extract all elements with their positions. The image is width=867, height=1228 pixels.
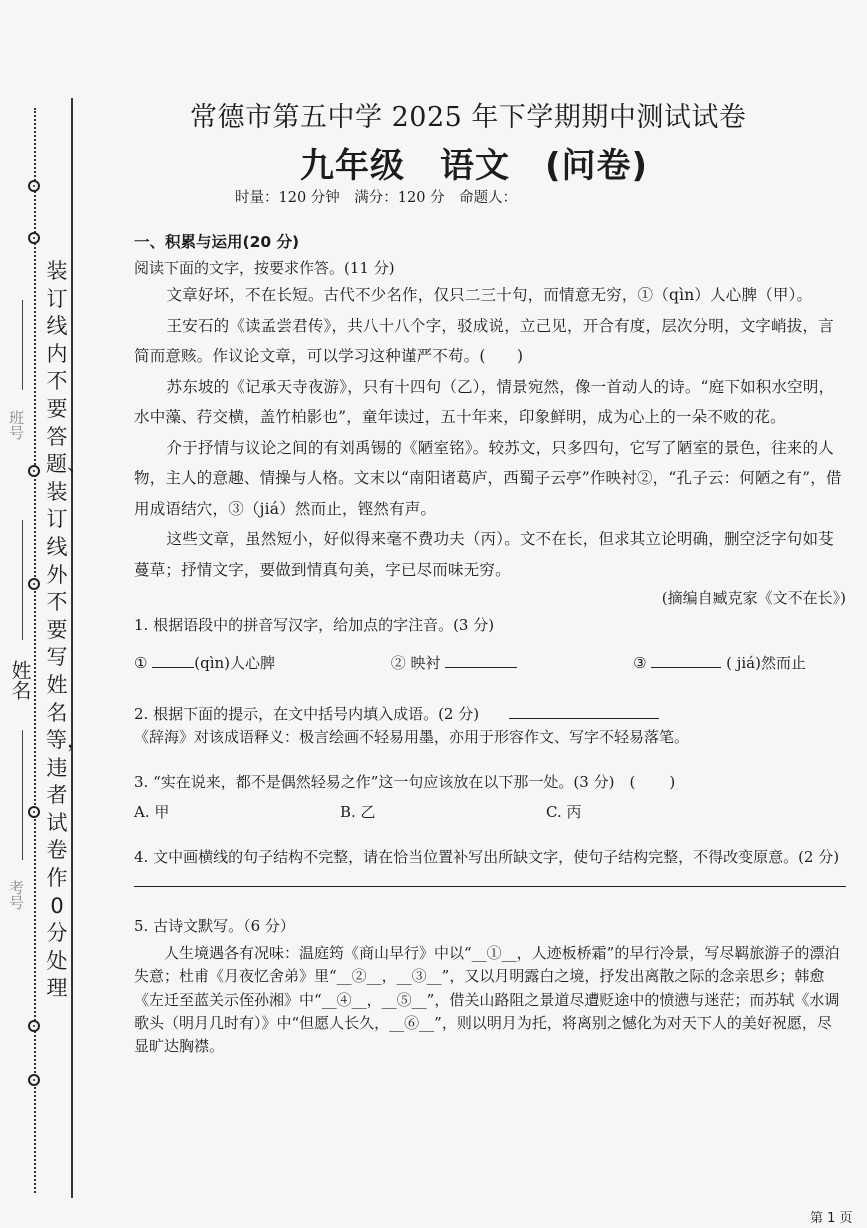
class-label: 班号	[7, 410, 25, 440]
hole-icon	[28, 465, 40, 477]
passage-paragraph: 苏东坡的《记承天寺夜游》，只有十四句（乙），情景宛然，像一首动人的诗。“庭下如积水空明，水中藻、荇交横，盖竹柏影也”，童年读过，五十年来，印象鲜明，成为心上的一朵不败的花。	[134, 377, 835, 426]
hole-icon	[28, 180, 40, 192]
binding-margin	[0, 0, 88, 1228]
q2-answer-blank[interactable]	[509, 704, 659, 719]
q1-item-3: ③ ( jiá)然而止	[633, 654, 806, 672]
q3-option-b: B. 乙	[340, 803, 376, 821]
name-blank[interactable]	[22, 520, 23, 640]
other-label: 考号	[7, 880, 25, 910]
hole-icon	[28, 1020, 40, 1032]
q1-item-1: ① (qìn)人心脾	[134, 654, 275, 672]
class-blank[interactable]	[22, 300, 23, 390]
exam-subtitle: 九年级 语文 (问卷)	[300, 146, 649, 186]
hole-icon	[28, 232, 40, 244]
other-blank[interactable]	[22, 730, 23, 860]
q1-blank-1[interactable]	[152, 653, 194, 668]
question-1: 1. 根据语段中的拼音写汉字，给加点的字注音。(3 分)	[134, 616, 495, 634]
question-5-text: 人生境遇各有况味：温庭筠《商山早行》中以“__①__，人迹板桥霜”的早行冷景，写尽羁旅游子的漂泊失意；杜甫《月夜忆舍弟》里“__②__，__③__”，又以月明露白之境，抒发出离散之际的念亲思乡；韩愈《左迁至蓝关示侄孙湘》中“__④__，__⑤__”，借关山路阻之景道尽遭贬途中的愤懑与迷茫；而苏轼《水调歌头（明月几时有）》中“但愿人长久，__⑥__”，则以明月为托，将离别之憾化为对天下人的美好祝愿，尽显旷达胸襟。	[134, 944, 840, 1056]
q1-blank-3[interactable]	[651, 653, 721, 668]
passage-intro: 阅读下面的文字，按要求作答。(11 分)	[134, 259, 395, 277]
page-number: 第 1 页	[810, 1211, 853, 1226]
binding-line	[71, 98, 73, 1198]
question-4: 4. 文中画横线的句子结构不完整，请在恰当位置补写出所缺文字，使句子结构完整，不得改变原意。(2 分)	[134, 848, 840, 866]
question-5: 5. 古诗文默写。（6 分）	[134, 917, 295, 935]
passage-paragraph: 介于抒情与议论之间的有刘禹锡的《陋室铭》。较苏文，只多四句，它写了陋室的景色，往来的人物，主人的意趣、情操与人格。文末以“南阳诸葛庐，西蜀子云亭”作映衬②，“孔子云：何陋之有”，借用成语结穴，③（jiá）然而止，铿然有声。	[134, 438, 842, 518]
passage-source: (摘编自臧克家《文不在长》)	[661, 589, 846, 607]
hole-icon	[28, 578, 40, 590]
q4-answer-line[interactable]	[134, 880, 846, 887]
passage-paragraph: 王安石的《读孟尝君传》，共八十八个字，驳成说，立己见，开合有度，层次分明，文字峭拔，言简而意赅。作议论文章，可以学习这种谨严不苟。( )	[134, 316, 834, 365]
hole-icon	[28, 806, 40, 818]
q3-option-c: C. 丙	[546, 803, 582, 821]
question-2: 2. 根据下面的提示，在文中括号内填入成语。(2 分)	[134, 703, 846, 726]
q1-blank-2[interactable]	[445, 653, 517, 668]
q1-item-2: ② 映衬	[391, 651, 518, 675]
section-heading: 一、积累与运用(20 分)	[134, 233, 300, 251]
q3-option-a: A. 甲	[134, 803, 170, 821]
exam-content	[134, 230, 846, 1058]
question-1-options	[134, 651, 846, 675]
exam-meta: 时量：120 分钟 满分：120 分 命题人：	[235, 190, 518, 206]
question-2-hint: 《辞海》对该成语释义：极言绘画不轻易用墨，亦用于形容作文、写字不轻易落笔。	[134, 728, 690, 746]
question-3: 3. “实在说来，都不是偶然轻易之作”这一句应该放在以下那一处。(3 分) ( )	[134, 773, 676, 791]
exam-title: 常德市第五中学 2025 年下学期期中测试试卷	[190, 102, 747, 133]
name-label: 姓名	[8, 660, 32, 700]
passage-paragraph: 文章好坏，不在长短。古代不少名作，仅只二三十句，而情意无穷，①（qìn）人心脾（甲）。	[166, 286, 813, 304]
binding-notice: 装订线内不要答题、装订线外不要写姓名等，违者试卷作0分处理	[46, 259, 88, 1001]
passage-paragraph: 这些文章，虽然短小，好似得来毫不费功夫（丙）。文不在长，但求其立论明确，删空泛字句如芟蔓草；抒情文字，要做到情真句美，字已尽而味无穷。	[134, 530, 834, 579]
hole-icon	[28, 1074, 40, 1086]
question-3-options	[134, 800, 846, 824]
